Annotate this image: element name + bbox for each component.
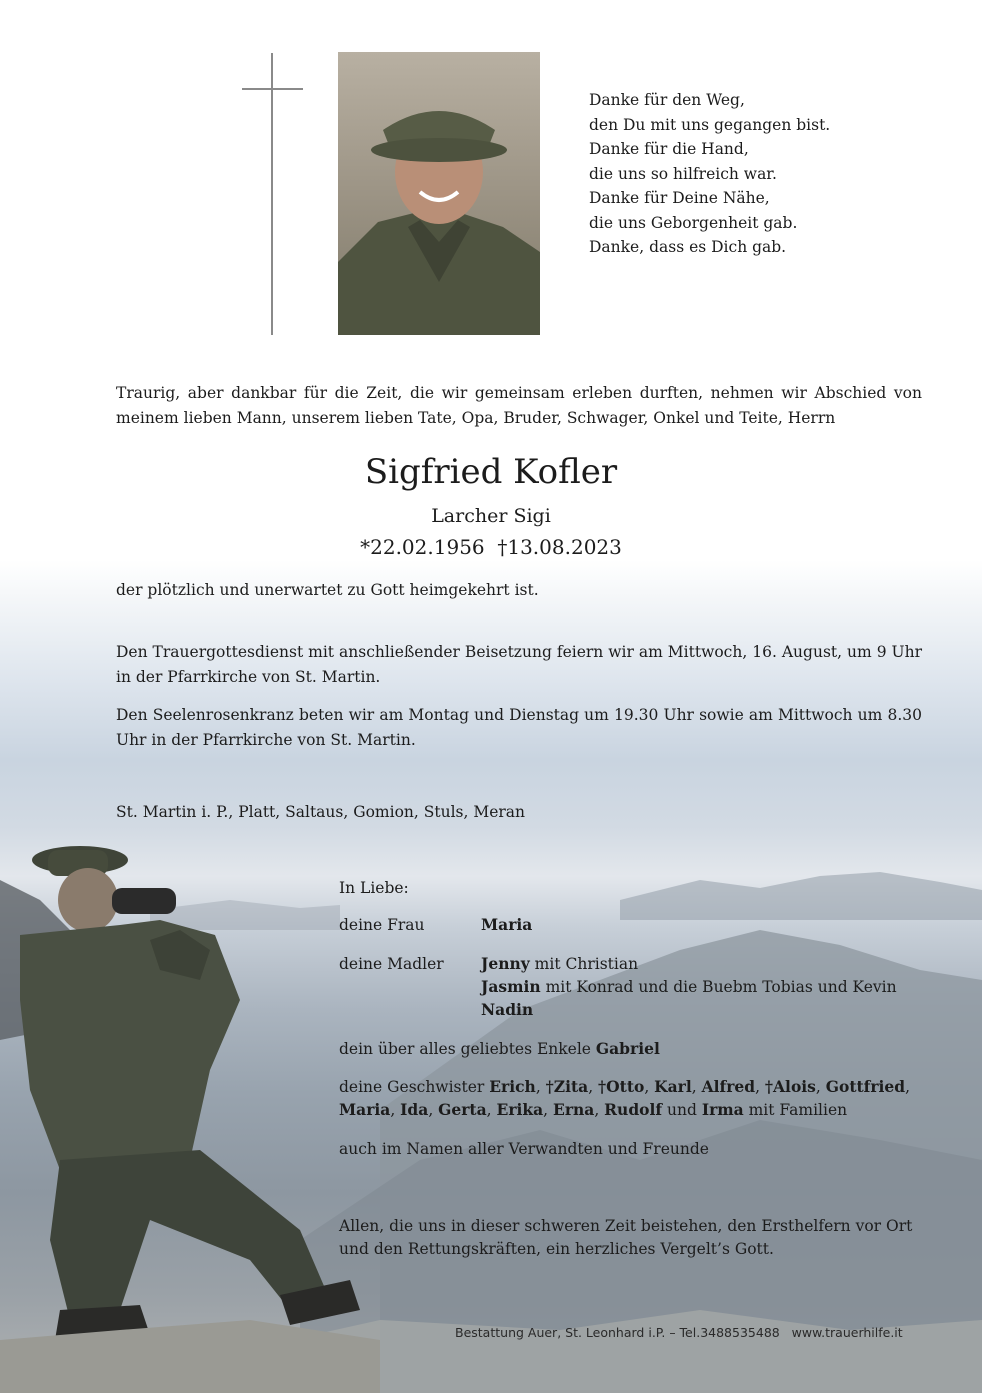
portrait-photo [338,52,540,335]
places-text: St. Martin i. P., Platt, Saltaus, Gomion, Stuls, Meran [116,803,526,821]
poem-line: den Du mit uns gegangen bist. [589,115,831,134]
daughter-1: Jenny mit Christian [481,954,639,973]
deceased-name: Sigfried Kofler [364,452,618,492]
intro-line-1: Traurig, aber dankbar für die Zeit, die wir gemeinsam erleben durften, nehmen wir Abschied von [116,384,922,402]
poem [589,88,830,260]
daughters-label: deine Madler [339,955,444,973]
siblings-line-2: Maria, Ida, Gerta, Erika, Erna, Rudolf und Irma mit Familien [339,1100,848,1119]
wife-name: Maria [481,915,533,934]
rosary-text: Den Seelenrosenkranz beten wir am Montag und Dienstag um 19.30 Uhr sowie am Mittwoch um 8.30 Uhr in der Pfarrkirche von St. Martin. [116,706,922,749]
hiker-silhouette [0,840,380,1393]
cross-vertical-bar [271,53,273,335]
footer-funeral-home: Bestattung Auer, St. Leonhard i.P. – Tel.3488535488 www.trauerhilfe.it [455,1325,903,1340]
funeral-service-text: Den Trauergottesdienst mit anschließender Beisetzung feiern wir am Mittwoch, 16. August, um 9 Uhr in der Pfarrkirche von St. Martin. [116,643,922,686]
cross-horizontal-bar [242,88,303,90]
in-love-label: In Liebe: [339,879,409,897]
poem-line: Danke für die Hand, [589,140,749,158]
daughter-2: Jasmin mit Konrad und die Buebm Tobias und Kevin [481,977,897,996]
intro-line-2: meinem lieben Mann, unserem lieben Tate, Opa, Bruder, Schwager, Onkel und Teite, Herrn [116,409,836,427]
deceased-nickname: Larcher Sigi [431,505,551,527]
life-dates: *22.02.1956 †13.08.2023 [360,535,622,559]
returned-text: der plötzlich und unerwartet zu Gott heimgekehrt ist. [116,581,539,599]
daughter-3: Nadin [481,1000,534,1019]
intro-text [116,381,922,431]
poem-line: Danke für den Weg, [589,91,745,109]
poem-line: Danke, dass es Dich gab. [589,238,787,256]
relatives-line: auch im Namen aller Verwandten und Freunde [339,1140,709,1158]
siblings-line-1: deine Geschwister Erich, †Zita, †Otto, Karl, Alfred, †Alois, Gottfried, [339,1077,911,1096]
thanks-line-1: Allen, die uns in dieser schweren Zeit beistehen, den Ersthelfern vor Ort [339,1217,913,1235]
thanks-line-2: und den Rettungskräften, ein herzliches Vergelt’s Gott. [339,1240,774,1258]
poem-line: die uns so hilfreich war. [589,164,777,183]
poem-line: die uns Geborgenheit gab. [589,213,798,232]
grandchild-line: dein über alles geliebtes Enkele Gabriel [339,1039,660,1058]
wife-label: deine Frau [339,916,425,934]
poem-line: Danke für Deine Nähe, [589,189,770,207]
